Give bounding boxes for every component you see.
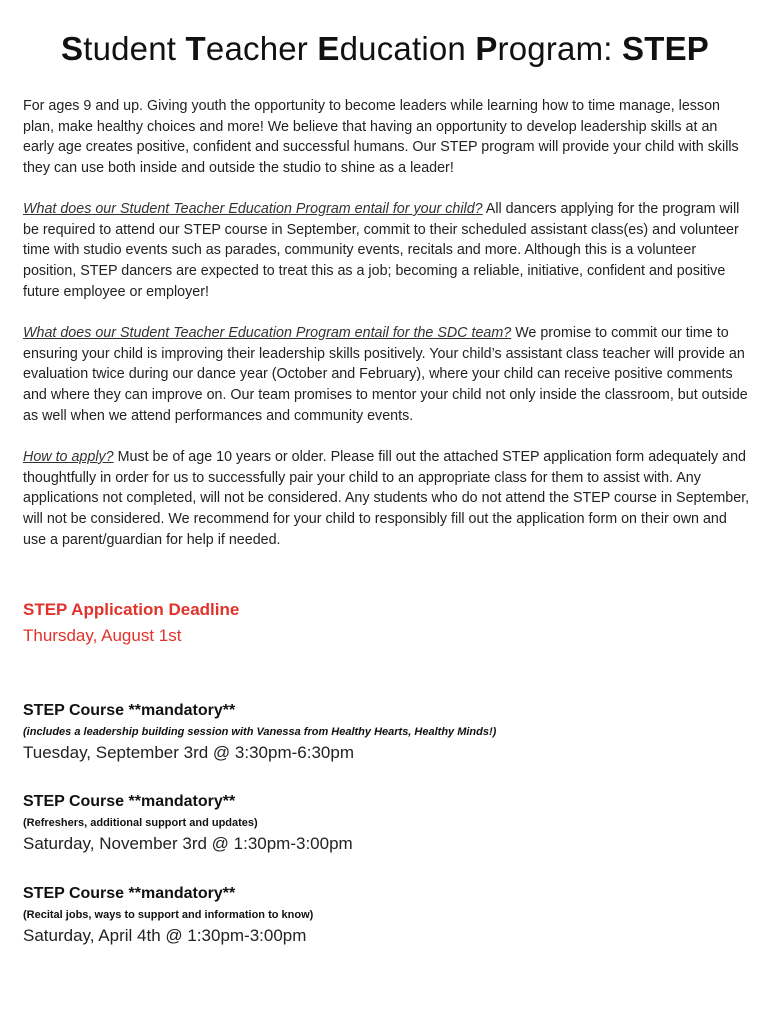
- team-section-answer: We promise to commit our time to ensuring your child is improving their leadership skills positively. Your child’s assistant class teacher will provide an evaluation twice during our dance year (October and February), where your child can receive positive comments and where they can improve on. Our team promises to mentor your child not only inside the classroom, but outside as well when we attend performances and community events.: [23, 325, 748, 424]
- title-initial-p: P: [475, 30, 498, 67]
- deadline-heading: STEP Application Deadline: [23, 600, 240, 619]
- page-title: [0, 30, 770, 68]
- title-word-education: ducation: [339, 30, 476, 67]
- title-word-teacher: eacher: [205, 30, 318, 67]
- title-initial-t: T: [185, 30, 206, 67]
- title-initial-e: E: [317, 30, 340, 67]
- team-section-question: What does our Student Teacher Education Program entail for the SDC team?: [23, 325, 512, 341]
- apply-section-paragraph: [23, 447, 751, 551]
- course-heading: STEP Course **mandatory**: [23, 885, 236, 902]
- course-heading: STEP Course **mandatory**: [23, 702, 236, 719]
- course-block-april: [23, 884, 751, 947]
- apply-section-question: How to apply?: [23, 449, 114, 465]
- child-section-answer: All dancers applying for the program will be required to attend our STEP course in September, commit to their scheduled assistant class(es) and volunteer time with studio events such as parades, community events, recitals and more. Although this is a volunteer position, STEP dancers are expected to treat this as a job; becoming a reliable, initiative, confident and positive future employee or employer!: [23, 201, 740, 300]
- child-section-paragraph: [23, 199, 751, 303]
- team-section-paragraph: [23, 323, 751, 427]
- course-date: Saturday, November 3rd @ 1:30pm-3:00pm: [23, 834, 353, 853]
- course-heading: STEP Course **mandatory**: [23, 793, 236, 810]
- intro-paragraph: For ages 9 and up. Giving youth the opportunity to become leaders while learning how to time manage, lesson plan, make healthy choices and more! We believe that having an opportunity to develop leadership skills at an early age creates positive, confident and successful humans. Our STEP program will provide your child with skills they can use both inside and outside the studio to shine as a leader!: [23, 98, 739, 177]
- course-block-september: [23, 701, 751, 764]
- title-word-student: tudent: [83, 30, 186, 67]
- title-initial-s: S: [60, 30, 84, 67]
- title-word-program: rogram:: [497, 30, 623, 67]
- deadline-date: Thursday, August 1st: [23, 626, 182, 645]
- title-acronym: STEP: [622, 30, 710, 67]
- course-date: Saturday, April 4th @ 1:30pm-3:00pm: [23, 926, 307, 945]
- course-note: (Recital jobs, ways to support and information to know): [23, 909, 314, 921]
- course-note: (Refreshers, additional support and updates): [23, 817, 258, 829]
- course-block-november: [23, 792, 751, 855]
- course-note: (includes a leadership building session with Vanessa from Healthy Hearts, Healthy Minds!): [23, 726, 497, 738]
- course-date: Tuesday, September 3rd @ 3:30pm-6:30pm: [23, 743, 354, 762]
- child-section-question: What does our Student Teacher Education Program entail for your child?: [23, 201, 483, 217]
- apply-section-answer: Must be of age 10 years or older. Please fill out the attached STEP application form adequately and thoughtfully in order for us to successfully pair your child to an appropriate class for them to assist with. Any applications not completed, will not be considered. Any students who do not attend the STEP course in September, will not be considered. We recommend for your child to responsibly fill out the application form on their own and use a parent/guardian for help if needed.: [23, 449, 750, 548]
